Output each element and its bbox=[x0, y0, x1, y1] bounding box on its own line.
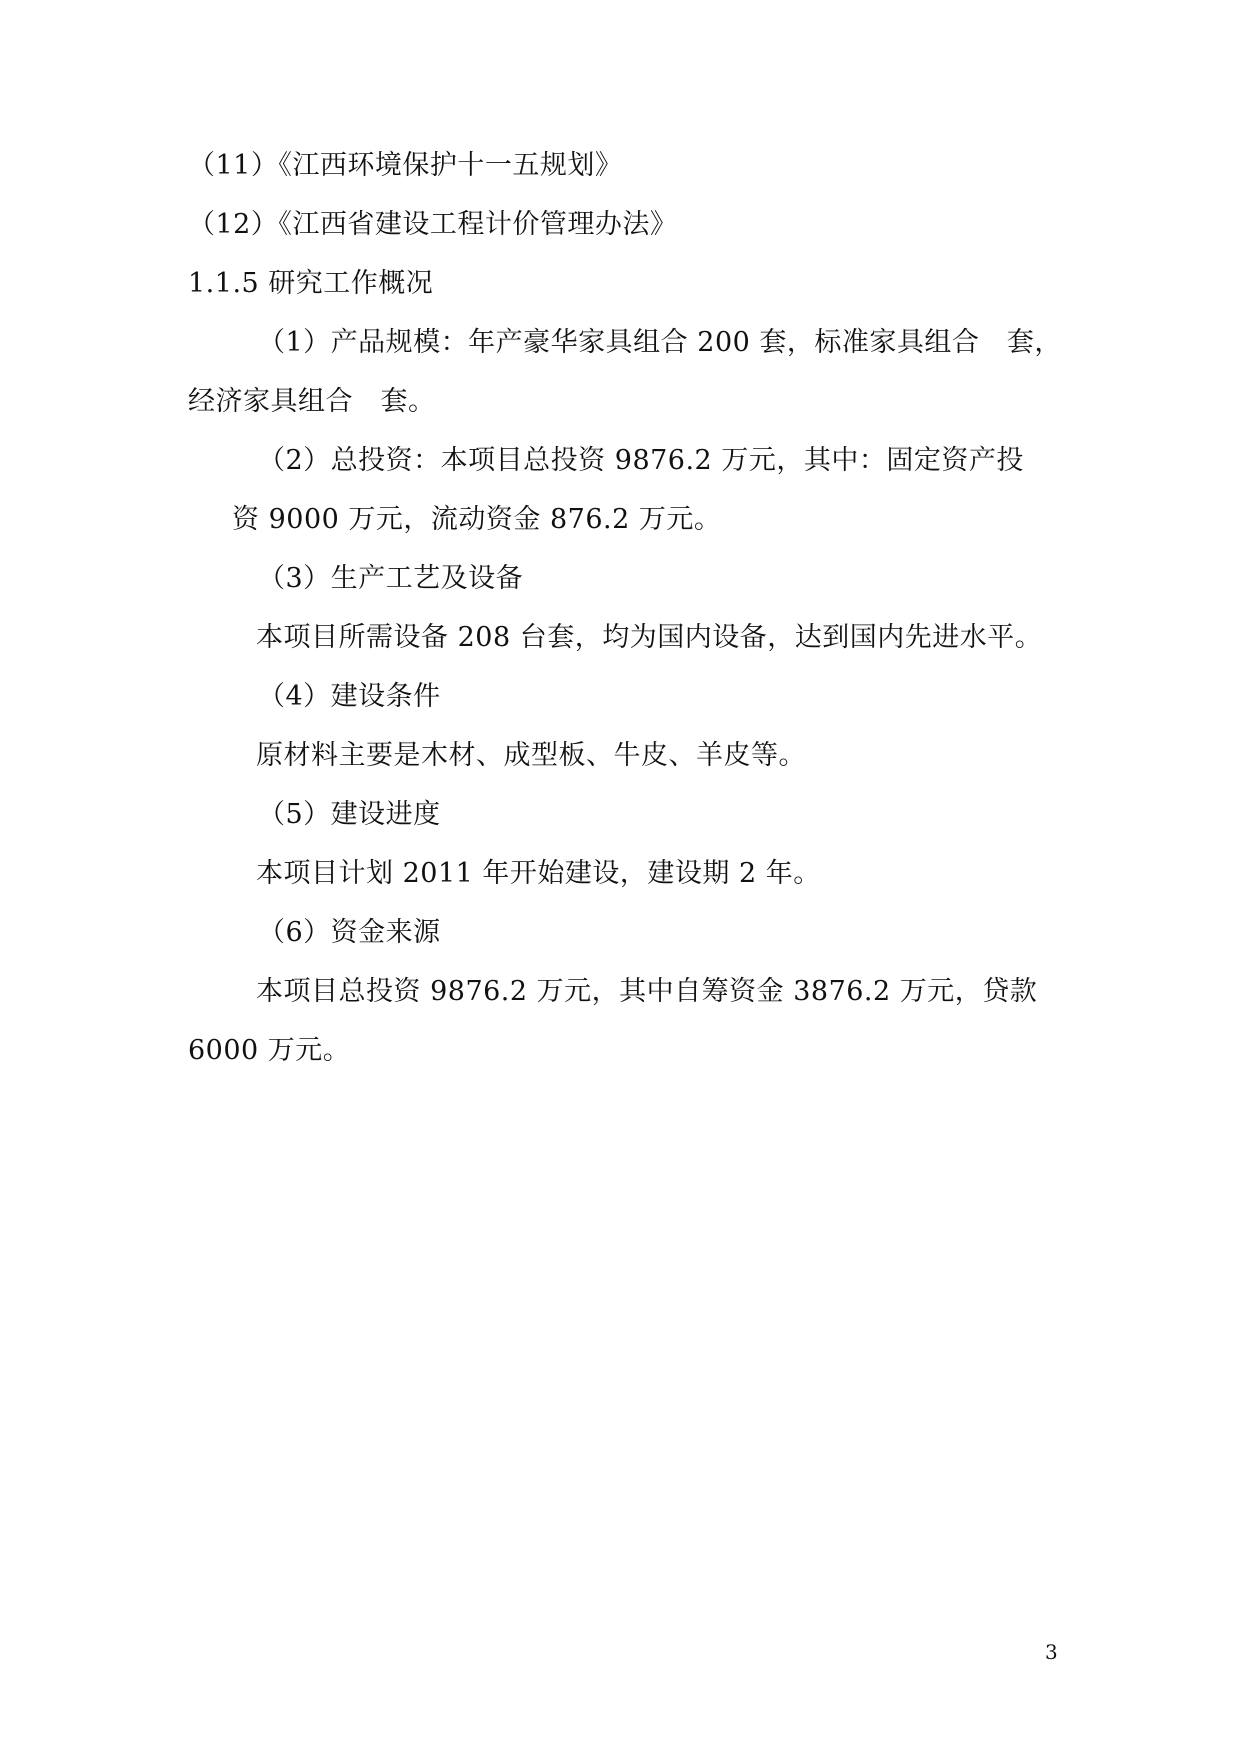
paragraph-total-investment-cont: 资 9000 万元，流动资金 876.2 万元。 bbox=[232, 504, 722, 535]
reference-item-11: （11）《江西环境保护十一五规划》 bbox=[188, 150, 623, 181]
paragraph-total-investment: （2）总投资：本项目总投资 9876.2 万元，其中：固定资产投 bbox=[258, 445, 1024, 476]
paragraph-product-scale-cont: 经济家具组合 套。 bbox=[188, 386, 436, 417]
paragraph-funding-cont: 6000 万元。 bbox=[188, 1035, 351, 1066]
paragraph-equipment: 本项目所需设备 208 台套，均为国内设备，达到国内先进水平。 bbox=[256, 622, 1043, 653]
paragraph-schedule: 本项目计划 2011 年开始建设，建设期 2 年。 bbox=[256, 858, 821, 889]
subheading-process-equipment: （3）生产工艺及设备 bbox=[258, 563, 524, 594]
paragraph-raw-materials: 原材料主要是木材、成型板、牛皮、羊皮等。 bbox=[256, 740, 806, 771]
paragraph-funding: 本项目总投资 9876.2 万元，其中自筹资金 3876.2 万元，贷款 bbox=[256, 976, 1038, 1007]
section-heading: 1.1.5 研究工作概况 bbox=[188, 268, 434, 299]
subheading-construction-conditions: （4）建设条件 bbox=[258, 681, 441, 712]
page-number: 3 bbox=[1045, 1640, 1058, 1664]
subheading-funding-source: （6）资金来源 bbox=[258, 917, 441, 948]
reference-item-12: （12）《江西省建设工程计价管理办法》 bbox=[188, 209, 678, 240]
paragraph-product-scale: （1）产品规模：年产豪华家具组合 200 套，标准家具组合 套， bbox=[258, 327, 1062, 358]
subheading-construction-schedule: （5）建设进度 bbox=[258, 799, 441, 830]
